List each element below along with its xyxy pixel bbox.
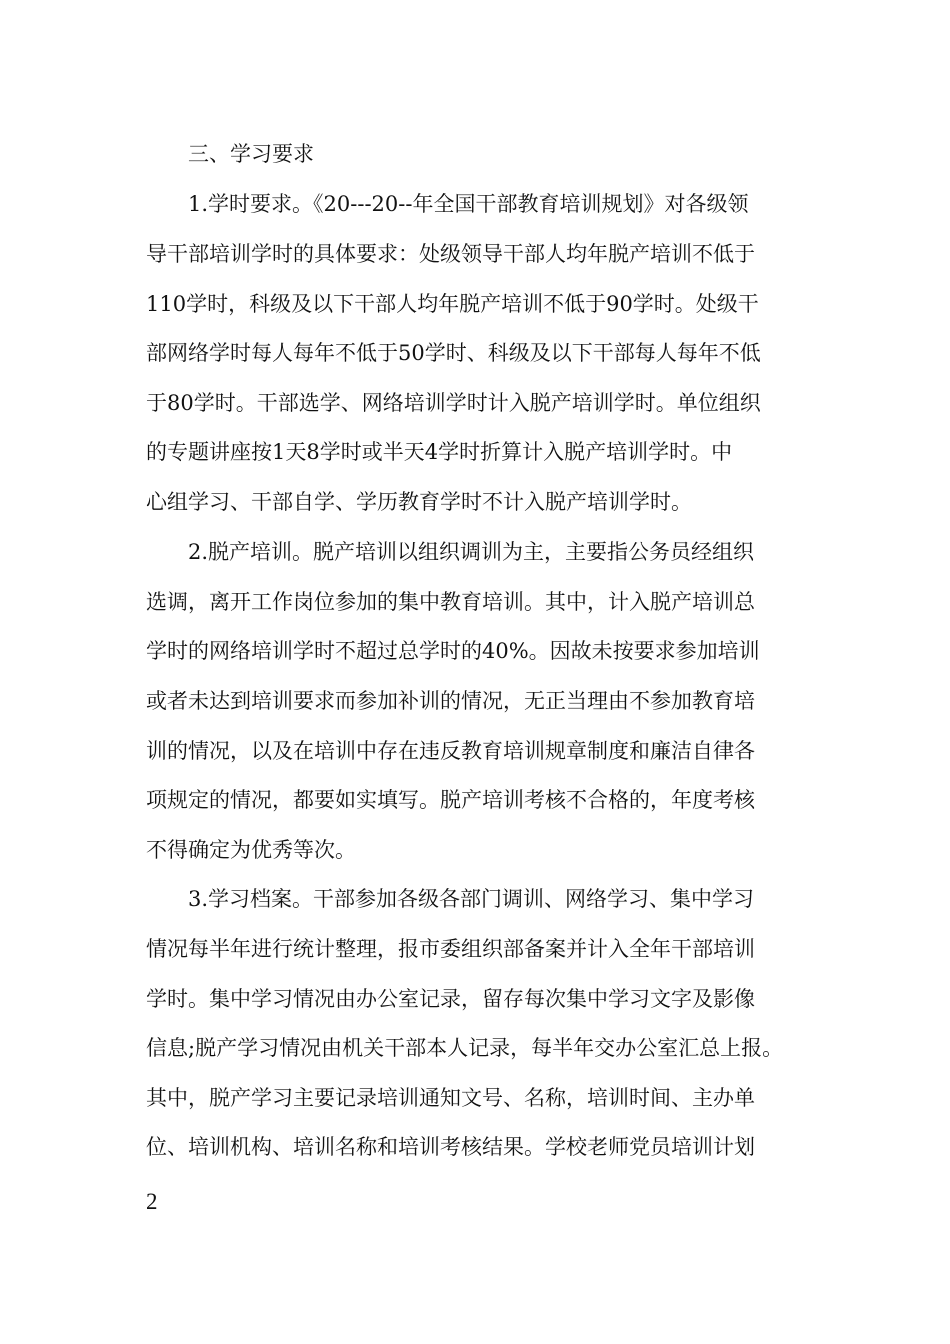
page-number: 2 [146, 1189, 158, 1214]
paragraph-line: 2.脱产培训。脱产培训以组织调训为主，主要指公务员经组织 [188, 540, 755, 564]
paragraph-line: 位、培训机构、培训名称和培训考核结果。学校老师党员培训计划 [146, 1135, 755, 1159]
paragraph-line: 1.学时要求。《20---20--年全国干部教育培训规划》对各级领 [188, 192, 749, 216]
paragraph-line: 的专题讲座按1天8学时或半天4学时折算计入脱产培训学时。中 [146, 440, 733, 464]
paragraph-line: 学时的网络培训学时不超过总学时的40%。因故未按要求参加培训 [146, 639, 760, 663]
paragraph-line: 110学时，科级及以下干部人均年脱产培训不低于90学时。处级干 [146, 292, 759, 316]
paragraph-line: 项规定的情况，都要如实填写。脱产培训考核不合格的，年度考核 [146, 788, 755, 812]
paragraph-line: 于80学时。干部选学、网络培训学时计入脱产培训学时。单位组织 [146, 391, 761, 415]
paragraph-line: 信息;脱产学习情况由机关干部本人记录，每半年交办公室汇总上报。 [146, 1036, 784, 1060]
paragraph-line: 学时。集中学习情况由办公室记录，留存每次集中学习文字及影像 [146, 987, 755, 1011]
paragraph-line: 选调，离开工作岗位参加的集中教育培训。其中，计入脱产培训总 [146, 590, 755, 614]
paragraph-line: 3.学习档案。干部参加各级各部门调训、网络学习、集中学习 [188, 887, 755, 911]
section-heading: 三、学习要求 [188, 142, 314, 166]
paragraph-line: 或者未达到培训要求而参加补训的情况，无正当理由不参加教育培 [146, 689, 755, 713]
paragraph-line: 部网络学时每人每年不低于50学时、科级及以下干部每人每年不低 [146, 341, 761, 365]
paragraph-line: 情况每半年进行统计整理，报市委组织部备案并计入全年干部培训 [146, 937, 755, 961]
paragraph-line: 其中，脱产学习主要记录培训通知文号、名称，培训时间、主办单 [146, 1086, 755, 1110]
paragraph-line: 训的情况，以及在培训中存在违反教育培训规章制度和廉洁自律各 [146, 739, 755, 763]
paragraph-line: 心组学习、干部自学、学历教育学时不计入脱产培训学时。 [146, 490, 692, 514]
paragraph-line: 导干部培训学时的具体要求：处级领导干部人均年脱产培训不低于 [146, 242, 755, 266]
paragraph-line: 不得确定为优秀等次。 [146, 838, 356, 862]
